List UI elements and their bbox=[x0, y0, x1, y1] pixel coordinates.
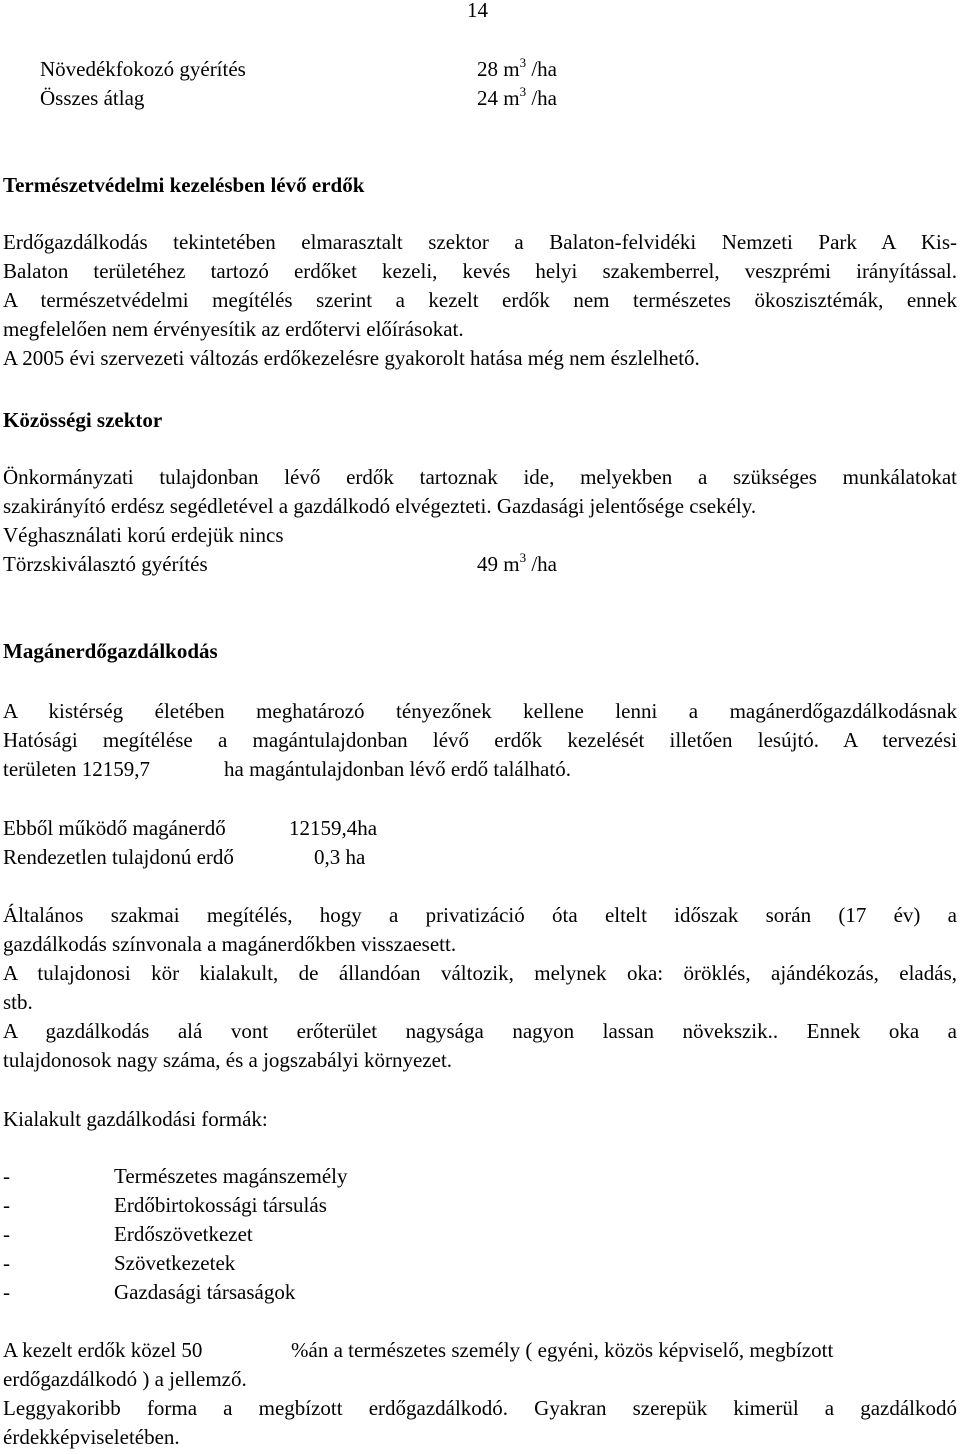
stat-value: 12159,4ha bbox=[289, 816, 378, 840]
paragraph-line: A természetvédelmi megítélés szerint a kezelt erdők nem természetes ökoszisztémák, ennek bbox=[3, 288, 957, 312]
dash-bullet: - bbox=[3, 1164, 10, 1188]
list-item-label: Erdőszövetkezet bbox=[114, 1222, 253, 1246]
row-value: 49 $m^3$ /ha bbox=[477, 550, 557, 576]
row-value: 24 $m^3$ /ha bbox=[477, 84, 557, 110]
page-number: 14 bbox=[467, 0, 488, 22]
list-item-label: Gazdasági társaságok bbox=[114, 1280, 296, 1304]
paragraph-line: A kistérség életében meghatározó tényezőnek kellene lenni a magánerdőgazdálkodásnak bbox=[3, 699, 957, 723]
paragraph-line: Balaton területéhez tartozó erdőket kezeli, kevés helyi szakemberrel, veszprémi irányítással. bbox=[3, 259, 957, 283]
list-item-label: Szövetkezetek bbox=[114, 1251, 236, 1275]
forms-title: Kialakult gazdálkodási formák: bbox=[3, 1107, 268, 1131]
section-heading-nature: Természetvédelmi kezelésben lévő erdők bbox=[3, 173, 365, 197]
dash-bullet: - bbox=[3, 1222, 10, 1246]
paragraph-line: gazdálkodás színvonala a magánerdőkben visszaesett. bbox=[3, 932, 457, 956]
paragraph-line: erdőgazdálkodó ) a jellemző. bbox=[3, 1367, 247, 1391]
paragraph-line: Véghasználati korú erdejük nincs bbox=[3, 523, 284, 547]
section-heading-private: Magánerdőgazdálkodás bbox=[3, 639, 218, 663]
row-label: Törzskiválasztó gyérítés bbox=[3, 552, 208, 576]
stat-value: 0,3 ha bbox=[314, 845, 366, 869]
dash-bullet: - bbox=[3, 1280, 10, 1304]
paragraph-line: %án a természetes személy ( egyéni, közös képviselő, megbízott bbox=[291, 1338, 834, 1362]
row-label: Összes átlag bbox=[40, 86, 145, 110]
paragraph-line: szakirányító erdész segédletével a gazdálkodó elvégezteti. Gazdasági jelentősége csekély. bbox=[3, 494, 757, 518]
row-label: Növedékfokozó gyérítés bbox=[40, 57, 246, 81]
section-heading-community: Közösségi szektor bbox=[3, 408, 163, 432]
stat-label: Ebből működő magánerdő bbox=[3, 816, 226, 840]
dash-bullet: - bbox=[3, 1251, 10, 1275]
paragraph-line: érdekképviseletében. bbox=[3, 1425, 180, 1449]
paragraph-line: tulajdonosok nagy száma, és a jogszabályi környezet. bbox=[3, 1048, 453, 1072]
paragraph-line: A gazdálkodás alá vont erőterület nagysága nagyon lassan növekszik.. Ennek oka a bbox=[3, 1019, 957, 1043]
row-value: 28 $m^3$ /ha bbox=[477, 55, 557, 81]
paragraph-line: Erdőgazdálkodás tekintetében elmarasztalt szektor a Balaton-felvidéki Nemzeti Park A Kis- bbox=[3, 230, 957, 254]
stat-label: Rendezetlen tulajdonú erdő bbox=[3, 845, 234, 869]
paragraph-line: A kezelt erdők közel 50 bbox=[3, 1338, 203, 1362]
paragraph-line: Általános szakmai megítélés, hogy a privatizáció óta eltelt időszak során (17 év) a bbox=[3, 903, 957, 927]
paragraph-line: A 2005 évi szervezeti változás erdőkezelésre gyakorolt hatása még nem észlelhető. bbox=[3, 346, 700, 370]
paragraph-line: Hatósági megítélése a magántulajdonban lévő erdők kezelését illetően lesújtó. A tervezési bbox=[3, 728, 957, 752]
paragraph-line: megfelelően nem érvényesítik az erdőtervi előírásokat. bbox=[3, 317, 464, 341]
paragraph-line: Leggyakoribb forma a megbízott erdőgazdálkodó. Gyakran szerepük kimerül a gazdálkodó bbox=[3, 1396, 957, 1420]
list-item-label: Erdőbirtokossági társulás bbox=[114, 1193, 327, 1217]
list-item-label: Természetes magánszemély bbox=[114, 1164, 348, 1188]
paragraph-line: stb. bbox=[3, 990, 33, 1014]
paragraph-line: A tulajdonosi kör kialakult, de állandóan változik, melynek oka: öröklés, ajándékozás, eladás, bbox=[3, 961, 957, 985]
area-text: területen 12159,7 bbox=[3, 757, 150, 781]
dash-bullet: - bbox=[3, 1193, 10, 1217]
paragraph-line: ha magántulajdonban lévő erdő található. bbox=[224, 757, 571, 781]
paragraph-line: Önkormányzati tulajdonban lévő erdők tartoznak ide, melyekben a szükséges munkálatokat bbox=[3, 465, 957, 489]
